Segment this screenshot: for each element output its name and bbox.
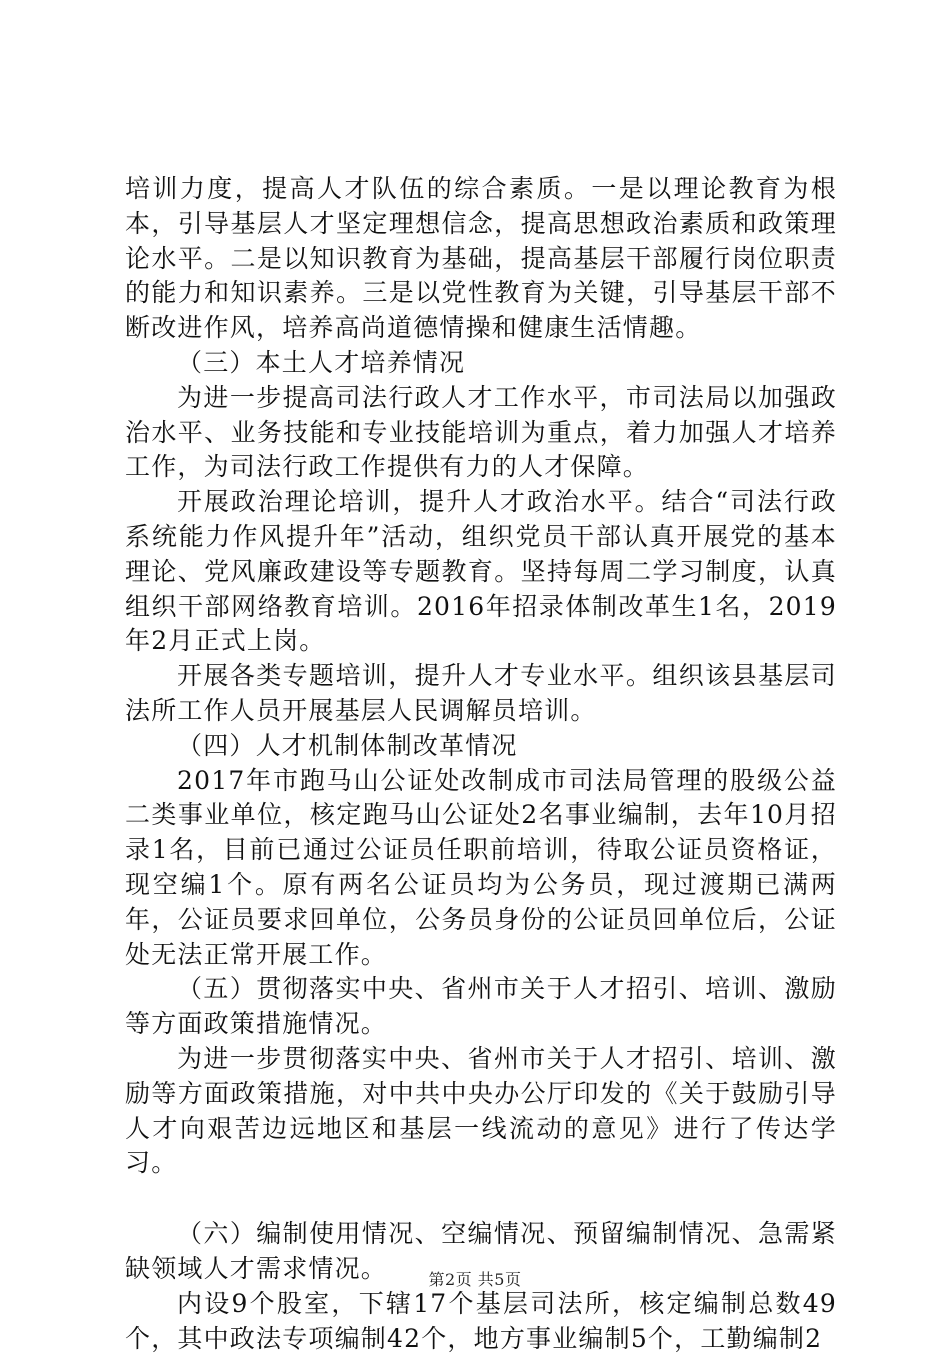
paragraph-special-training: 开展各类专题培训，提升人才专业水平。组织该县基层司法所工作人员开展基层人民调解员培训。	[125, 661, 837, 725]
paragraph-notary-reform: 2017年市跑马山公证处改制成市司法局管理的股级公益二类事业单位，核定跑马山公证处2名事业编制，去年10月招录1名，目前已通过公证员任职前培训，待取公证员资格证，现空编1个。原有两名公证员均为公务员，现过渡期已满两年，公证员要求回单位，公务员身份的公证员回单位后，公证处无法正常开展工作。	[125, 765, 837, 969]
document-body	[125, 172, 837, 1356]
section-heading-5: （五）贯彻落实中央、省州市关于人才招引、培训、激励等方面政策措施情况。	[125, 974, 837, 1039]
section-heading-3: （三）本土人才培养情况	[177, 347, 466, 377]
paragraph-training-continuation: 培训力度，提高人才队伍的综合素质。一是以理论教育为根本，引导基层人才坚定理想信念，提高思想政治素质和政策理论水平。二是以知识教育为基础，提高基层干部履行岗位职责的能力和知识素养。三是以党性教育为关键，引导基层干部不断改进作风，培养高尚道德情操和健康生活情趣。	[125, 174, 837, 343]
paragraph-staffing: 内设9个股室，下辖17个基层司法所，核定编制总数49个，其中政法专项编制42个，地方事业编制5个，工勤编制2	[125, 1288, 837, 1353]
paragraph-gap	[125, 1181, 837, 1217]
section-heading-6: （六）编制使用情况、空编情况、预留编制情况、急需紧缺领域人才需求情况。	[125, 1219, 837, 1283]
section-heading-4: （四）人才机制体制改革情况	[177, 730, 518, 760]
paragraph-local-talent: 为进一步提高司法行政人才工作水平，市司法局以加强政治水平、业务技能和专业技能培训为重点，着力加强人才培养工作，为司法行政工作提供有力的人才保障。	[125, 382, 837, 482]
paragraph-policy-implementation: 为进一步贯彻落实中央、省州市关于人才招引、培训、激励等方面政策措施，对中共中央办公厅印发的《关于鼓励引导人才向艰苦边远地区和基层一线流动的意见》进行了传达学习。	[125, 1043, 837, 1178]
paragraph-political-training: 开展政治理论培训，提升人才政治水平。结合“司法行政系统能力作风提升年”活动，组织党员干部认真开展党的基本理论、党风廉政建设等专题教育。坚持每周二学习制度，认真组织干部网络教育培训。2016年招录体制改革生1名，2019年2月正式上岗。	[125, 487, 837, 656]
page-number-footer: 第2页 共5页	[428, 1270, 522, 1289]
